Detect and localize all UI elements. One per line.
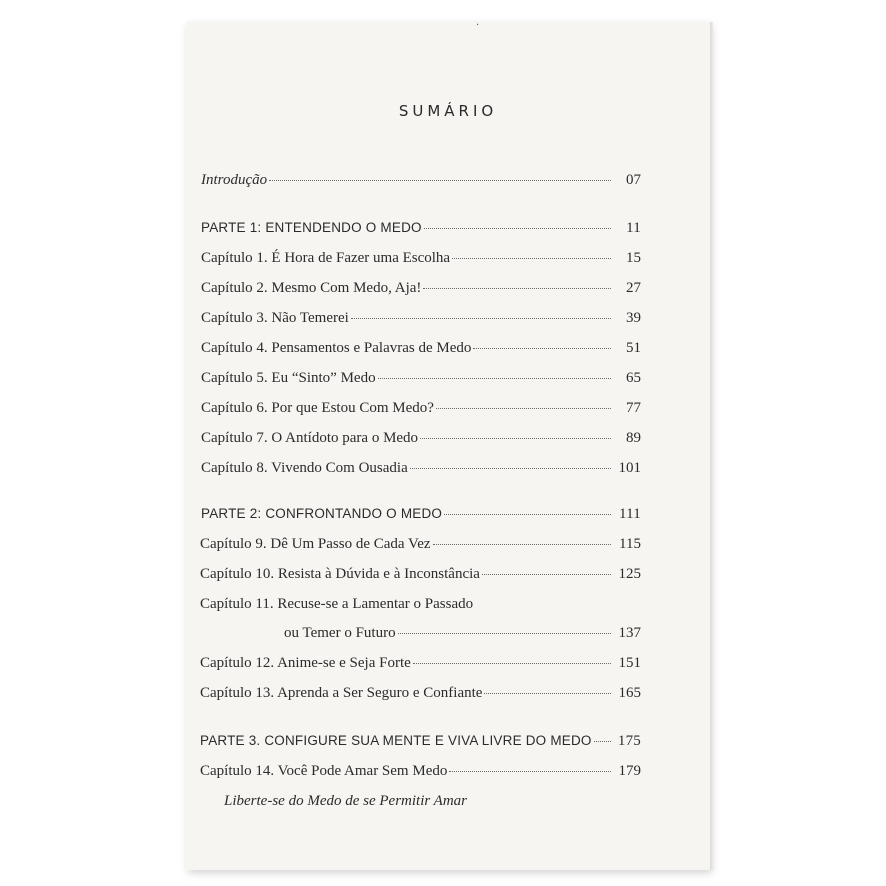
toc-chapter-label: Capítulo 10. Resista à Dúvida e à Inconstância: [200, 566, 480, 582]
dot-leader: [452, 258, 611, 259]
toc-chapter-label: Capítulo 3. Não Temerei: [201, 310, 349, 326]
toc-chapter-8[interactable]: [201, 460, 641, 477]
toc-chapter-label: Capítulo 6. Por que Estou Com Medo?: [201, 400, 434, 416]
toc-chapter-9[interactable]: [200, 536, 641, 553]
toc-chapter-page: 101: [618, 460, 641, 476]
toc-entry-intro[interactable]: [201, 172, 641, 189]
toc-chapter-page: 65: [626, 370, 641, 386]
toc-chapter-2[interactable]: [201, 280, 641, 297]
toc-chapter-14-subtitle: Liberte-se do Medo de se Permitir Amar: [224, 793, 468, 809]
toc-chapter-4[interactable]: [201, 340, 641, 357]
toc-part-label: PARTE 2: CONFRONTANDO O MEDO: [201, 506, 443, 521]
toc-part-1[interactable]: [201, 220, 641, 237]
dot-leader: [424, 228, 611, 229]
toc-chapter-page: 77: [626, 400, 641, 416]
toc-chapter-label: Capítulo 14. Você Pode Amar Sem Medo: [200, 763, 448, 779]
toc-part-page: 11: [626, 220, 641, 236]
dot-leader: [413, 663, 611, 664]
toc-chapter-page: 27: [626, 280, 641, 296]
toc-chapter-3[interactable]: [201, 310, 641, 327]
toc-part-page: 175: [617, 733, 641, 749]
toc-chapter-12[interactable]: [200, 655, 641, 672]
toc-chapter-label: Capítulo 4. Pensamentos e Palavras de Medo: [201, 340, 472, 356]
page-title: SUMÁRIO: [398, 102, 498, 120]
toc-chapter-6[interactable]: [201, 400, 641, 417]
print-mark: ·: [476, 20, 480, 31]
toc-chapter-page: 15: [626, 250, 641, 266]
toc-chapter-page: 39: [626, 310, 641, 326]
dot-leader: [484, 693, 611, 694]
toc-chapter-1[interactable]: [201, 250, 641, 267]
toc-chapter-page: 137: [618, 625, 641, 641]
toc-chapter-page: 125: [618, 566, 641, 582]
toc-chapter-page: 89: [626, 430, 641, 446]
book-page: [186, 22, 710, 870]
toc-chapter-page: 115: [619, 536, 641, 552]
dot-leader: [449, 771, 611, 772]
toc-chapter-page: 179: [618, 763, 641, 779]
toc-part-2[interactable]: [201, 506, 641, 523]
toc-entry-page: 07: [626, 172, 641, 188]
toc-chapter-13[interactable]: [200, 685, 641, 702]
toc-chapter-label: Capítulo 2. Mesmo Com Medo, Aja!: [201, 280, 422, 296]
dot-leader: [433, 544, 611, 545]
toc-part-page: 111: [619, 506, 641, 522]
toc-chapter-continuation: ou Temer o Futuro: [284, 625, 396, 641]
toc-chapter-14[interactable]: [200, 763, 641, 780]
dot-leader: [594, 741, 611, 742]
toc-chapter-page: 165: [618, 685, 641, 701]
toc-chapter-label: Capítulo 7. O Antídoto para o Medo: [201, 430, 419, 446]
page-edge: [710, 22, 713, 870]
toc-chapter-page: 151: [618, 655, 641, 671]
dot-leader: [269, 180, 611, 181]
toc-chapter-label: Capítulo 1. É Hora de Fazer uma Escolha: [201, 250, 451, 266]
toc-chapter-label: Capítulo 8. Vivendo Com Ousadia: [201, 460, 408, 476]
toc-part-label: PARTE 3. CONFIGURE SUA MENTE E VIVA LIVRE DO MEDO: [200, 733, 592, 748]
toc-chapter-label: Capítulo 5. Eu “Sinto” Medo: [201, 370, 376, 386]
dot-leader: [423, 288, 611, 289]
dot-leader: [420, 438, 611, 439]
toc-part-label: PARTE 1: ENTENDENDO O MEDO: [201, 220, 422, 235]
toc-chapter-page: 51: [626, 340, 641, 356]
toc-entry-label: Introdução: [201, 172, 268, 188]
dot-leader: [444, 514, 611, 515]
toc-chapter-11-label[interactable]: Capítulo 11. Recuse-se a Lamentar o Passado: [200, 596, 474, 612]
dot-leader: [473, 348, 611, 349]
dot-leader: [398, 633, 611, 634]
dot-leader: [351, 318, 611, 319]
dot-leader: [410, 468, 611, 469]
toc-chapter-5[interactable]: [201, 370, 641, 387]
toc-chapter-label: Capítulo 13. Aprenda a Ser Seguro e Confiante: [200, 685, 483, 701]
toc-chapter-label: Capítulo 12. Anime-se e Seja Forte: [200, 655, 411, 671]
toc-chapter-11[interactable]: [284, 625, 641, 642]
toc-part-3[interactable]: [200, 733, 641, 750]
toc-chapter-10[interactable]: [200, 566, 641, 583]
toc-chapter-label: Capítulo 9. Dê Um Passo de Cada Vez: [200, 536, 431, 552]
toc-chapter-7[interactable]: [201, 430, 641, 447]
dot-leader: [378, 378, 611, 379]
dot-leader: [436, 408, 611, 409]
table-of-contents: [186, 22, 710, 870]
dot-leader: [482, 574, 611, 575]
